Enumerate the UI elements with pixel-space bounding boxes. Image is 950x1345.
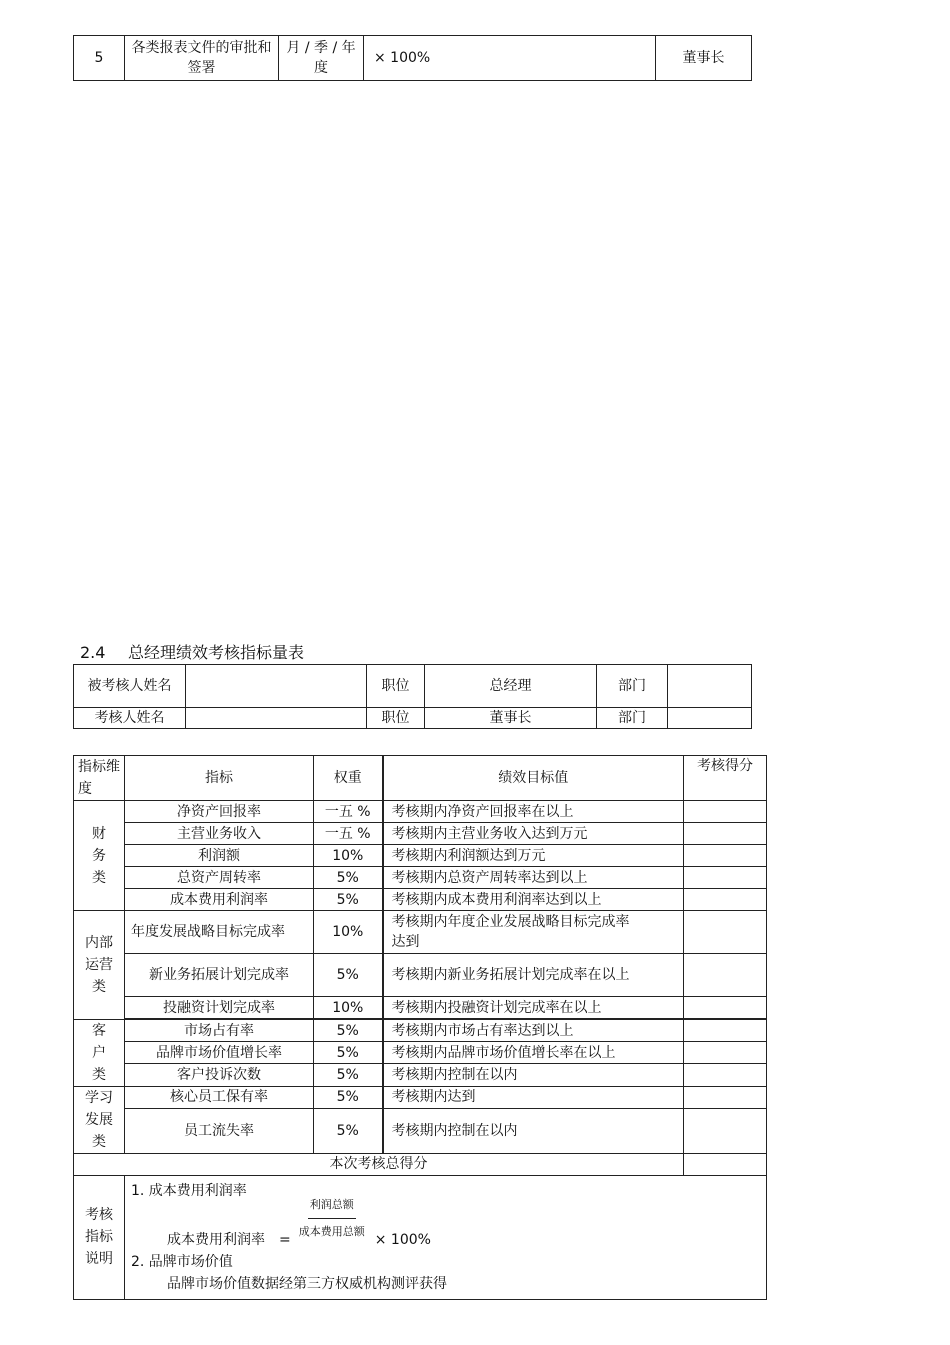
top-continuation-table [73, 35, 752, 81]
formula-numerator: 利润总额 [308, 1194, 356, 1219]
total-row [74, 1153, 767, 1175]
notes-item-1-title: 1. 成本费用利润率 [131, 1182, 247, 1199]
kpi-table [73, 755, 767, 1300]
table-row [74, 708, 752, 729]
indicator-cell: 净资产回报率 [125, 801, 314, 823]
score-cell [684, 1042, 767, 1064]
score-cell [684, 845, 767, 867]
score-cell [684, 954, 767, 997]
weight-cell: 10% [314, 911, 383, 954]
examinee-label: 被考核人姓名 [74, 665, 186, 708]
score-cell [684, 1086, 767, 1109]
header-indicator: 指标 [125, 756, 314, 801]
indicator-cell: 员工流失率 [125, 1109, 314, 1153]
indicator-cell: 主营业务收入 [125, 823, 314, 845]
target-cell: 考核期内投融资计划完成率在以上 [383, 997, 684, 1020]
weight-cell: 一五 % [314, 801, 383, 823]
position-label: 职位 [367, 708, 425, 729]
examinee-info-table [73, 664, 752, 729]
score-cell [684, 1109, 767, 1153]
position-value: 董事长 [425, 708, 597, 729]
table-row [74, 1109, 767, 1153]
indicator-cell: 客户投诉次数 [125, 1064, 314, 1086]
weight-cell: 5% [314, 1064, 383, 1086]
dimension-finance: 财务类 [74, 801, 125, 911]
score-cell [684, 823, 767, 845]
examiner-label: 考核人姓名 [74, 708, 186, 729]
target-cell: 考核期内品牌市场价值增长率在以上 [383, 1042, 684, 1064]
table-row [74, 889, 767, 911]
weight-cell: 一五 % [314, 823, 383, 845]
table-row [74, 845, 767, 867]
table-row [74, 997, 767, 1020]
weight-cell: 10% [314, 997, 383, 1020]
dept-label: 部门 [597, 665, 668, 708]
target-cell: 考核期内控制在以内 [383, 1109, 684, 1153]
header-weight: 权重 [314, 756, 383, 801]
indicator-cell: 市场占有率 [125, 1019, 314, 1042]
dimension-learning: 学习发展类 [74, 1086, 125, 1153]
position-value: 总经理 [425, 665, 597, 708]
table-row [74, 867, 767, 889]
target-cell: 考核期内主营业务收入达到万元 [383, 823, 684, 845]
formula-lhs: 成本费用利润率 [167, 1231, 265, 1248]
target-cell: 考核期内总资产周转率达到以上 [383, 867, 684, 889]
dept-value [668, 708, 752, 729]
target-cell: 考核期内新业务拓展计划完成率在以上 [383, 954, 684, 997]
table-row [74, 823, 767, 845]
indicator-cell: 核心员工保有率 [125, 1086, 314, 1109]
notes-item-2-desc: 品牌市场价值数据经第三方权威机构测评获得 [167, 1275, 447, 1292]
weight-cell: 5% [314, 1086, 383, 1109]
section-heading [80, 640, 304, 663]
dimension-customer: 客户类 [74, 1019, 125, 1086]
table-row [74, 1019, 767, 1042]
score-cell [684, 801, 767, 823]
target-cell: 考核期内利润额达到万元 [383, 845, 684, 867]
table-row [74, 665, 752, 708]
row-reviewer: 董事长 [656, 36, 752, 81]
position-label: 职位 [367, 665, 425, 708]
table-row [74, 911, 767, 954]
indicator-cell: 新业务拓展计划完成率 [125, 954, 314, 997]
table-row [74, 36, 752, 81]
notes-row [74, 1175, 767, 1299]
examinee-value [186, 665, 367, 708]
formula-tail: × 100% [374, 1231, 431, 1248]
table-row [74, 1086, 767, 1109]
score-cell [684, 997, 767, 1020]
dept-value [668, 665, 752, 708]
section-number: 2.4 [80, 643, 106, 662]
notes-item-2-title: 2. 品牌市场价值 [131, 1253, 233, 1270]
weight-cell: 5% [314, 954, 383, 997]
section-title: 总经理绩效考核指标量表 [128, 643, 305, 662]
weight-cell: 5% [314, 1019, 383, 1042]
header-target: 绩效目标值 [383, 756, 684, 801]
score-cell [684, 1019, 767, 1042]
table-row [74, 1042, 767, 1064]
notes-content [125, 1175, 767, 1299]
weight-cell: 5% [314, 889, 383, 911]
row-cycle: 月 / 季 / 年度 [279, 36, 364, 81]
indicator-cell: 总资产周转率 [125, 867, 314, 889]
formula-denominator: 成本费用总额 [298, 1224, 365, 1238]
score-cell [684, 889, 767, 911]
indicator-cell: 成本费用利润率 [125, 889, 314, 911]
indicator-cell: 利润额 [125, 845, 314, 867]
table-row [74, 954, 767, 997]
score-cell [684, 911, 767, 954]
target-cell: 考核期内市场占有率达到以上 [383, 1019, 684, 1042]
table-row [74, 1064, 767, 1086]
header-score: 考核得分 [684, 756, 767, 801]
table-row [74, 801, 767, 823]
row-item: 各类报表文件的审批和签署 [125, 36, 279, 81]
dept-label: 部门 [597, 708, 668, 729]
formula-fraction [297, 1194, 367, 1243]
notes-label: 考核指标说明 [74, 1175, 125, 1299]
row-number: 5 [74, 36, 125, 81]
cost-profit-formula [167, 1197, 760, 1251]
examiner-value [186, 708, 367, 729]
total-score-cell [684, 1153, 767, 1175]
indicator-cell: 年度发展战略目标完成率 [125, 911, 314, 954]
target-cell: 考核期内达到 [383, 1086, 684, 1109]
target-cell: 考核期内成本费用利润率达到以上 [383, 889, 684, 911]
score-cell [684, 1064, 767, 1086]
formula-equals: = [279, 1231, 291, 1248]
total-label: 本次考核总得分 [74, 1153, 684, 1175]
weight-cell: 5% [314, 1042, 383, 1064]
target-cell: 考核期内年度企业发展战略目标完成率达到 [383, 911, 684, 954]
weight-cell: 10% [314, 845, 383, 867]
row-formula: × 100% [364, 36, 656, 81]
header-dimension: 指标维度 [74, 756, 125, 801]
target-cell: 考核期内控制在以内 [383, 1064, 684, 1086]
table-header-row [74, 756, 767, 801]
dimension-operations: 内部运营类 [74, 911, 125, 1020]
indicator-cell: 品牌市场价值增长率 [125, 1042, 314, 1064]
indicator-cell: 投融资计划完成率 [125, 997, 314, 1020]
score-cell [684, 867, 767, 889]
weight-cell: 5% [314, 867, 383, 889]
target-cell: 考核期内净资产回报率在以上 [383, 801, 684, 823]
weight-cell: 5% [314, 1109, 383, 1153]
